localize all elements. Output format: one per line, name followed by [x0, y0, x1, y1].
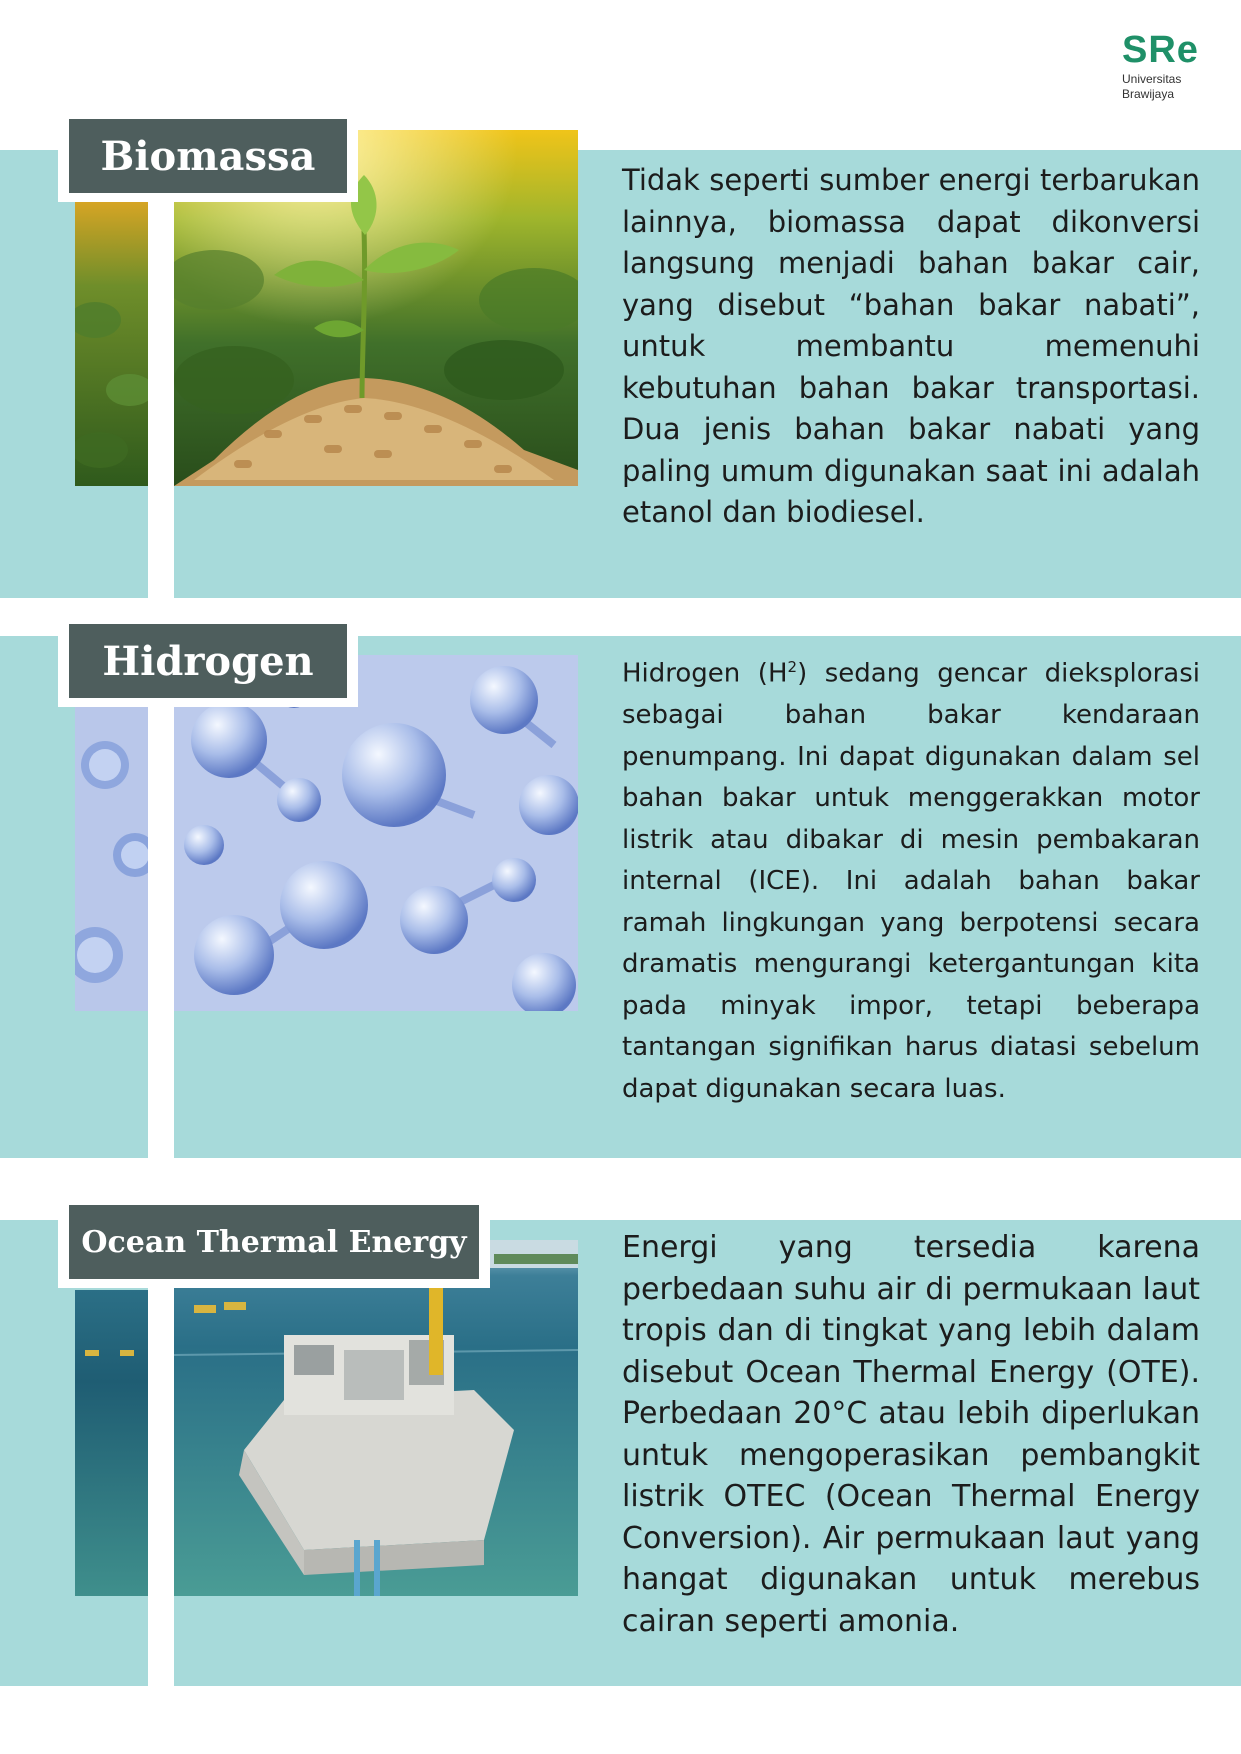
ocean-thermal-title: Ocean Thermal Energy [81, 1224, 467, 1260]
logo-campus: Brawijaya [1122, 87, 1175, 101]
hidrogen-title: Hidrogen [102, 637, 314, 685]
ocean-thermal-photo [174, 1240, 578, 1596]
hidrogen-text-start: Hidrogen (H [622, 658, 788, 689]
biomassa-text: Tidak seperti sumber energi terbarukan lainnya, biomassa dapat dikonversi langsung menjadi bahan bakar cair, yang disebut “bahan bakar nabati”, untuk membantu memenuhi kebutuhan bahan bakar transportasi. Dua jenis bahan bakar nabati yang paling umum digunakan saat ini adalah etanol dan biodiesel. [622, 163, 1200, 529]
hidrogen-subscript: 2 [787, 658, 798, 676]
biomassa-title: Biomassa [100, 132, 316, 180]
logo-university: Universitas [1122, 72, 1182, 86]
logo-mark: SRe [1122, 29, 1199, 71]
ocean-thermal-text: Energi yang tersedia karena perbedaan suhu air di permukaan laut tropis dan di tingkat yang lebih dalam disebut Ocean Thermal Energy (OTE). Perbedaan 20°C atau lebih diperlukan untuk mengoperasikan pembangkit listrik OTEC (Ocean Thermal Energy Conversion). Air permukaan laut yang hangat digunakan untuk merebus cairan seperti amonia. [622, 1230, 1200, 1639]
ocean-thermal-photo-strip [75, 1290, 148, 1596]
ocean-thermal-title-box [58, 1196, 490, 1288]
hidrogen-text-rest: ) sedang gencar dieksplorasi sebagai bahan bakar kendaraan penumpang. Ini dapat digunakan dalam sel bahan bakar untuk menggerakkan motor listrik atau dibakar di mesin pembakaran internal (ICE). Ini adalah bahan bakar ramah lingkungan yang berpotensi secara dramatis mengurangi ketergantungan kita pada minyak impor, tetapi beberapa tantangan signifikan harus diatasi sebelum dapat digunakan secara luas. [622, 658, 1200, 1104]
